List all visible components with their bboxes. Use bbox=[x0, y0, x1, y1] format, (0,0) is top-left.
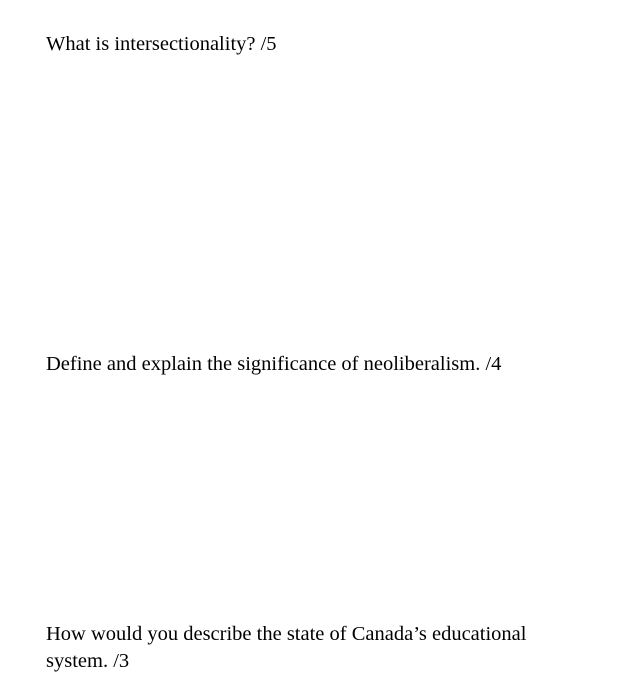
question-1: What is intersectionality? /5 bbox=[46, 33, 277, 55]
question-2: Define and explain the significance of neoliberalism. /4 bbox=[46, 353, 502, 375]
question-3: How would you describe the state of Canada’s educational system. /3 bbox=[46, 623, 527, 672]
